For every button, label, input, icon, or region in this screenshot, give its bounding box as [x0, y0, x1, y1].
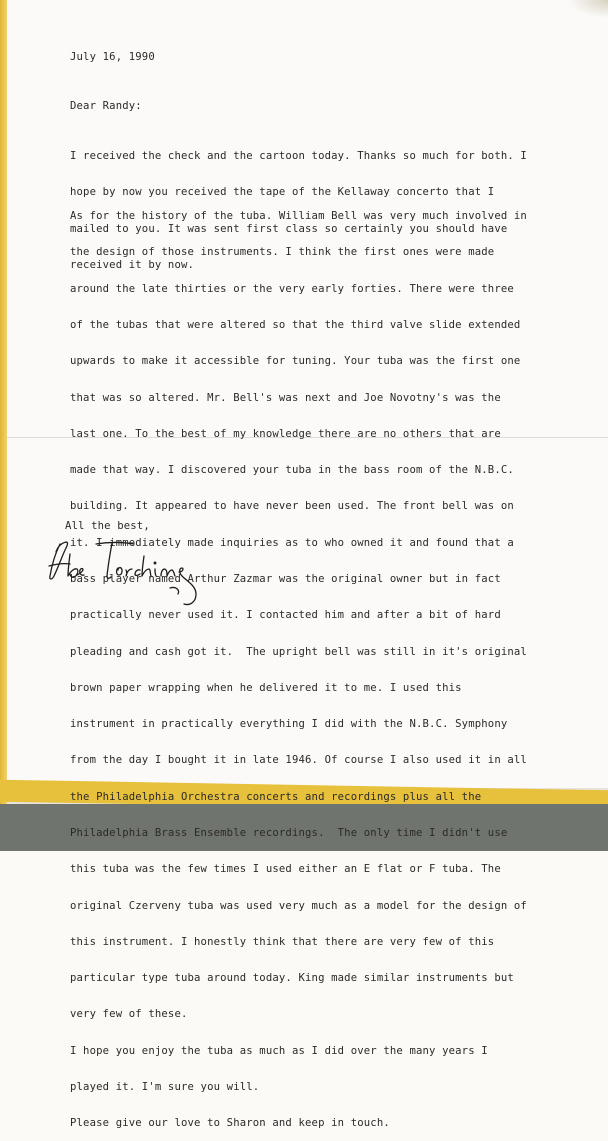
text-line: around the late thirties or the very early forties. There were three [70, 282, 514, 295]
text-line: pleading and cash got it. The upright bell was still in it's original [70, 645, 527, 658]
corner-stain [568, 0, 608, 18]
text-line: bass player named Arthur Zazmar was the original owner but in fact [70, 573, 501, 585]
text-line: practically never used it. I contacted him and after a bit of hard [70, 609, 501, 622]
text-line: of the tubas that were altered so that the third valve slide extended [70, 319, 521, 332]
text-line: original Czerveny tuba was used very much as a model for the design of [70, 899, 527, 912]
text-line: last one. To the best of my knowledge there are no others that are [70, 427, 501, 440]
text-line: hope by now you received the tape of the Kellaway concerto that I [70, 186, 495, 199]
text-line: particular type tuba around today. King made similar instruments but [70, 972, 514, 985]
text-line: the design of those instruments. I think the first ones were made [70, 246, 495, 259]
text-line: the Philadelphia Orchestra concerts and recordings plus all the [70, 790, 482, 803]
text-line: Please give our love to Sharon and keep in touch. [70, 1117, 390, 1130]
text-line: instrument in practically everything I did with the N.B.C. Symphony [70, 718, 508, 731]
handwritten-signature [46, 530, 216, 615]
text-line: building. It appeared to have never been used. The front bell was on [70, 500, 514, 513]
text-line: upwards to make it accessible for tuning. Your tuba was the first one [70, 355, 521, 368]
text-line: it. I immediately made inquiries as to who owned it and found that a [70, 536, 514, 549]
text-line: made that way. I discovered your tuba in the bass room of the N.B.C. [70, 464, 514, 477]
text-line: brown paper wrapping when he delivered it to me. I used this [70, 681, 462, 694]
text-line: As for the history of the tuba. William Bell was very much involved in [70, 210, 527, 223]
letter-greeting: Dear Randy: [70, 100, 142, 112]
text-line: this tuba was the few times I used either an E flat or F tuba. The [70, 863, 501, 876]
folder-edge [0, 0, 7, 851]
text-line: mailed to you. It was sent first class so certainly you should have [70, 222, 508, 235]
text-line: received it by now. [70, 259, 195, 272]
paragraph-2 [70, 186, 527, 1141]
text-line: this instrument. I honestly think that there are very few of this [70, 935, 495, 948]
text-line: that was so altered. Mr. Bell's was next and Joe Novotny's was the [70, 391, 501, 404]
text-line: from the day I bought it in late 1946. Of course I also used it in all [70, 754, 527, 767]
text-line: I hope you enjoy the tuba as much as I did over the many years I [70, 1044, 488, 1057]
letter-closing: All the best, [65, 520, 150, 532]
letter-date: July 16, 1990 [70, 51, 155, 63]
text-line: I received the check and the cartoon today. Thanks so much for both. I [70, 150, 527, 163]
text-line: played it. I'm sure you will. [70, 1080, 260, 1093]
text-line: very few of these. [70, 1008, 188, 1021]
text-line: Philadelphia Brass Ensemble recordings. The only time I didn't use [70, 826, 508, 839]
